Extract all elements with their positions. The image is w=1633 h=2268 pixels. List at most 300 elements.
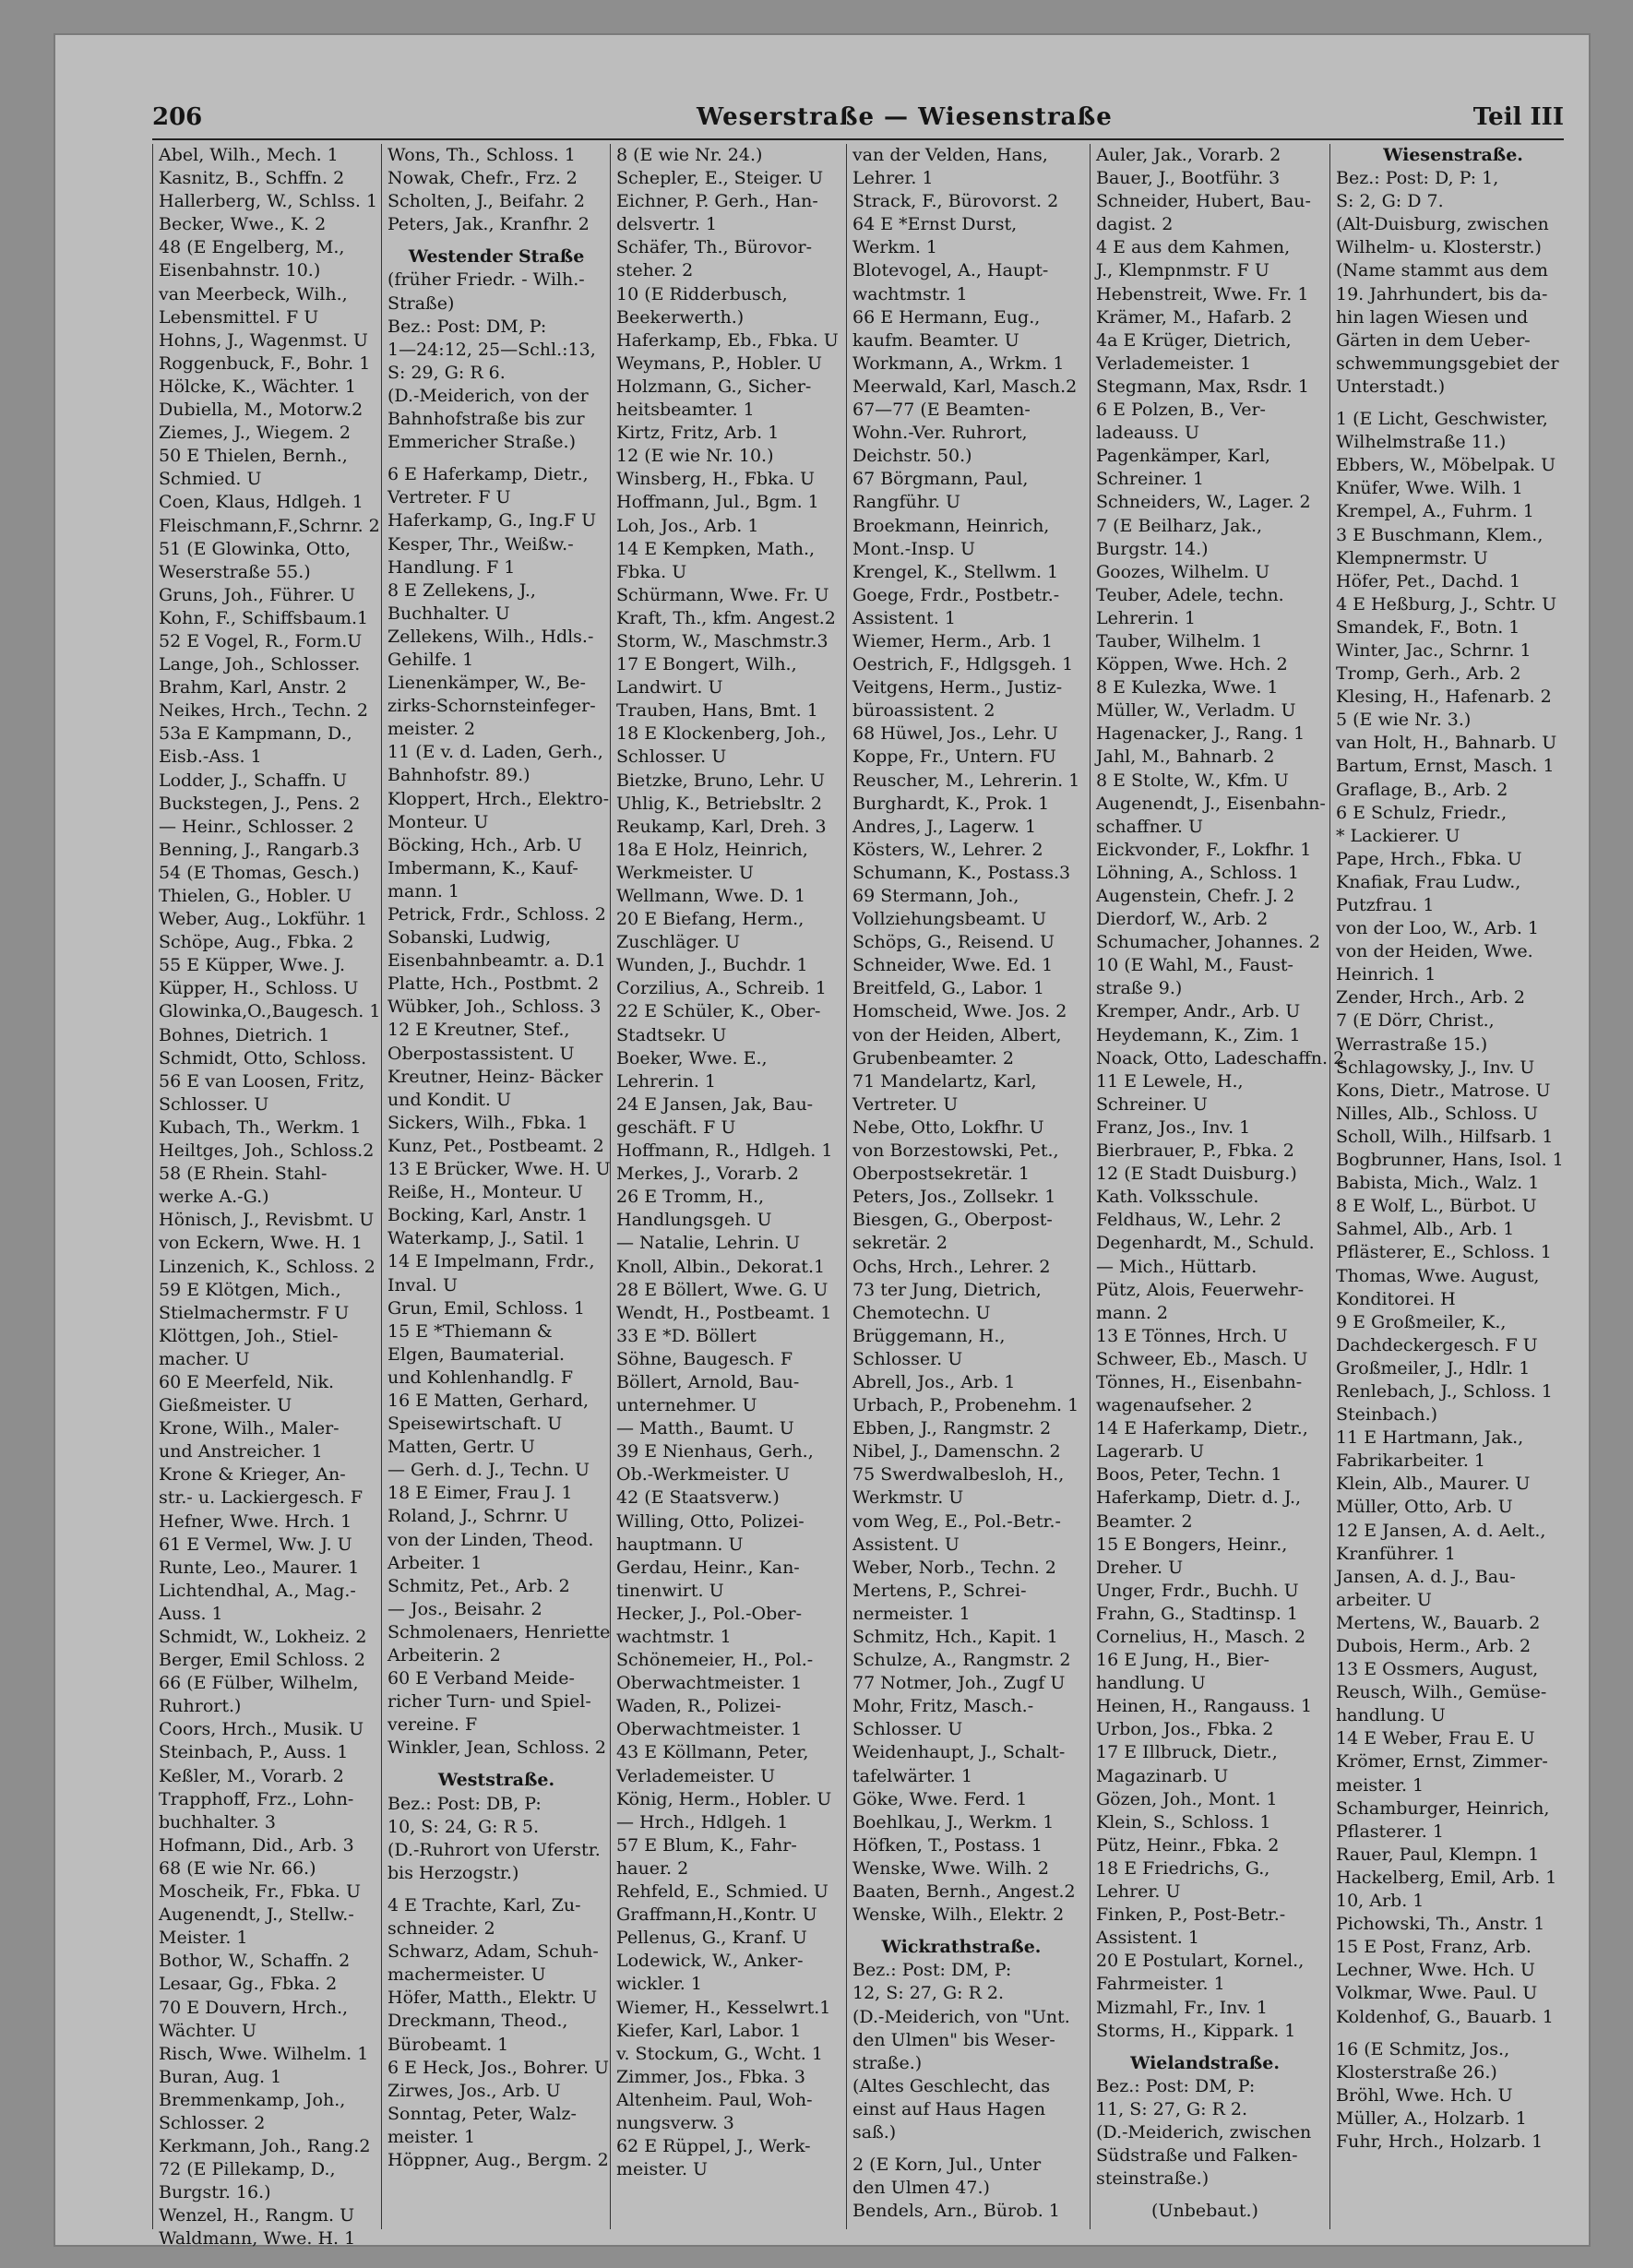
directory-line: (D.-Meiderich, von der bbox=[387, 385, 589, 406]
directory-line: Kiefer, Karl, Labor. 1 bbox=[616, 2020, 802, 2041]
directory-line: 18 E Eimer, Frau J. 1 bbox=[387, 1483, 573, 1504]
directory-line: buchhalter. 3 bbox=[159, 1811, 276, 1832]
directory-line: Bürobeamt. 1 bbox=[387, 2034, 509, 2055]
directory-line: von der Heiden, Albert, bbox=[852, 1024, 1062, 1045]
directory-line: Rangführ. U bbox=[852, 492, 961, 513]
directory-line: Inval. U bbox=[387, 1274, 458, 1295]
directory-line: Schneider, Wwe. Ed. 1 bbox=[852, 955, 1054, 976]
directory-line: Höfer, Matth., Elektr. U bbox=[387, 1987, 598, 2009]
directory-line: wachtmstr. 1 bbox=[616, 1627, 732, 1647]
directory-line: Strack, F., Bürovorst. 2 bbox=[852, 191, 1059, 212]
directory-line: 26 E Tromm, H., bbox=[616, 1187, 765, 1208]
directory-line: Lehrerin. 1 bbox=[616, 1070, 716, 1092]
directory-line: Hecker, J., Pol.-Ober- bbox=[616, 1603, 803, 1624]
directory-line: Tönnes, H., Eisenbahn- bbox=[1096, 1371, 1303, 1392]
directory-line: Nibel, J., Damenschn. 2 bbox=[852, 1441, 1061, 1462]
directory-line: Weidenhaupt, J., Schalt- bbox=[852, 1742, 1066, 1763]
directory-line: Merkes, J., Vorarb. 2 bbox=[616, 1164, 799, 1185]
directory-line: Fbka. U bbox=[616, 561, 687, 582]
directory-line: Krengel, K., Stellwm. 1 bbox=[852, 561, 1059, 582]
directory-line: Oberwachtmeister. 1 bbox=[616, 1673, 803, 1694]
directory-line: Bez.: Post: DM, P: bbox=[387, 316, 547, 337]
directory-line: Schneider, Hubert, Bau- bbox=[1096, 191, 1311, 212]
directory-line: Eisenbahnbeamtr. a. D.1 bbox=[387, 950, 606, 972]
directory-line: 7 (E Beilharz, Jak., bbox=[1096, 515, 1263, 536]
directory-line: Krempel, A., Fuhrm. 1 bbox=[1336, 501, 1534, 522]
directory-line: 7 (E Dörr, Christ., bbox=[1336, 1010, 1495, 1032]
street-heading: Weststraße. bbox=[437, 1770, 555, 1791]
directory-line: 15 E Post, Franz, Arb. bbox=[1336, 1937, 1532, 1958]
directory-line: 14 E Weber, Frau E. U bbox=[1336, 1728, 1535, 1749]
directory-line: Baaten, Bernh., Angest.2 bbox=[852, 1881, 1076, 1903]
directory-line: Kunz, Pet., Postbeamt. 2 bbox=[387, 1135, 604, 1156]
directory-line: — Jos., Beisahr. 2 bbox=[387, 1598, 542, 1619]
directory-line: wachtmstr. 1 bbox=[852, 283, 968, 304]
directory-line: Rauer, Paul, Klempn. 1 bbox=[1336, 1844, 1540, 1865]
directory-line: 22 E Schüler, K., Ober- bbox=[616, 1001, 821, 1022]
directory-line: Homscheid, Wwe. Jos. 2 bbox=[852, 1001, 1067, 1022]
directory-line: Augenendt, J., Stellw.- bbox=[159, 1904, 354, 1926]
page-header bbox=[152, 103, 1564, 137]
directory-line: Werkmstr. U bbox=[852, 1487, 964, 1509]
directory-line: Mohr, Fritz, Masch.- bbox=[852, 1696, 1034, 1717]
directory-line: Vertreter. F U bbox=[387, 487, 511, 508]
page-number: 206 bbox=[152, 103, 203, 131]
directory-line: 75 Swerdwalbesloh, H., bbox=[852, 1464, 1065, 1486]
directory-line: Schäfer, Th., Bürovor- bbox=[616, 237, 812, 258]
directory-line: 68 (E wie Nr. 66.) bbox=[159, 1857, 316, 1879]
directory-line: Wilhelmstraße 11.) bbox=[1336, 432, 1507, 453]
directory-line: von der Heiden, Wwe. bbox=[1336, 941, 1533, 962]
directory-line: Hefner, Wwe. Hrch. 1 bbox=[159, 1510, 352, 1532]
spacer bbox=[1336, 399, 1570, 408]
directory-line: Assistent. 1 bbox=[1096, 1928, 1199, 1949]
directory-line: vereine. F bbox=[387, 1714, 478, 1736]
directory-line: Bauer, J., Bootführ. 3 bbox=[1096, 168, 1281, 189]
directory-line: Mertens, P., Schrei- bbox=[852, 1580, 1027, 1601]
directory-line: 18 E Friedrichs, G., bbox=[1096, 1857, 1270, 1879]
directory-line: 14 E Haferkamp, Dietr., bbox=[1096, 1418, 1308, 1439]
directory-line: und Anstreicher. 1 bbox=[159, 1441, 323, 1462]
directory-line: — Matth., Baumt. U bbox=[616, 1418, 794, 1439]
spacer bbox=[387, 236, 605, 245]
directory-line: Roggenbuck, F., Bohr. 1 bbox=[159, 352, 371, 374]
directory-line: 6 E Haferkamp, Dietr., bbox=[387, 464, 589, 485]
directory-line: Schlosser. U bbox=[852, 1348, 963, 1369]
directory-line: 1 (E Licht, Geschwister, bbox=[1336, 409, 1548, 430]
directory-line: heitsbeamter. 1 bbox=[616, 400, 755, 421]
directory-line: Kraft, Th., kfm. Angest.2 bbox=[616, 607, 836, 628]
directory-line: 67 Börgmann, Paul, bbox=[852, 469, 1029, 490]
directory-line: Schepler, E., Steiger. U bbox=[616, 168, 824, 189]
directory-line: Höfer, Pet., Dachd. 1 bbox=[1336, 570, 1521, 591]
directory-line: 24 E Jansen, Jak, Bau- bbox=[616, 1093, 814, 1115]
directory-line: Lehrerin. 1 bbox=[1096, 607, 1196, 628]
directory-line: nermeister. 1 bbox=[852, 1603, 971, 1624]
directory-line: ladeauss. U bbox=[1096, 423, 1199, 444]
directory-line: Weber, Norb., Techn. 2 bbox=[852, 1557, 1056, 1578]
directory-line: Schmolenaers, Henriette bbox=[387, 1621, 611, 1642]
directory-line: Babista, Mich., Walz. 1 bbox=[1336, 1173, 1540, 1194]
street-heading: Wiesenstraße. bbox=[1383, 145, 1523, 165]
directory-line: Schmied. U bbox=[159, 469, 262, 490]
spacer bbox=[1096, 2043, 1314, 2052]
directory-line: Gruns, Joh., Führer. U bbox=[159, 584, 356, 605]
directory-line: 67—77 (E Beamten- bbox=[852, 400, 1031, 421]
directory-line: 16 E Jung, H., Bier- bbox=[1096, 1650, 1269, 1671]
spacer bbox=[387, 1760, 605, 1769]
directory-line: Boeker, Wwe. E., bbox=[616, 1047, 768, 1068]
directory-line: Kreutner, Heinz- Bäcker bbox=[387, 1066, 603, 1087]
directory-line: wickler. 1 bbox=[616, 1974, 702, 1995]
directory-line: Augenendt, J., Eisenbahn- bbox=[1096, 793, 1326, 814]
directory-line: Bothor, W., Schaffn. 2 bbox=[159, 1951, 351, 1972]
directory-line: Sobanski, Ludwig, bbox=[387, 927, 552, 949]
directory-line: 6 E Heck, Jos., Bohrer. U bbox=[387, 2057, 610, 2078]
directory-line: einst auf Haus Hagen bbox=[852, 2098, 1046, 2119]
directory-line: hauer. 2 bbox=[616, 1857, 689, 1879]
directory-line: Haferkamp, Dietr. d. J., bbox=[1096, 1487, 1302, 1509]
directory-line: 57 E Blum, K., Fahr- bbox=[616, 1834, 797, 1856]
directory-line: Frahn, G., Stadtinsp. 1 bbox=[1096, 1603, 1298, 1624]
directory-line: Coen, Klaus, Hdlgeh. 1 bbox=[159, 492, 364, 513]
directory-line: (Altes Geschlecht, das bbox=[852, 2075, 1051, 2096]
directory-line: Waterkamp, J., Satil. 1 bbox=[387, 1228, 586, 1249]
directory-line: Pütz, Alois, Feuerwehr- bbox=[1096, 1279, 1305, 1300]
directory-line: Pellenus, G., Kranf. U bbox=[616, 1928, 807, 1949]
directory-line: Altenheim. Paul, Woh- bbox=[616, 2089, 813, 2110]
directory-line: 66 E Hermann, Eug., bbox=[852, 306, 1041, 328]
directory-line: Auss. 1 bbox=[159, 1603, 223, 1624]
directory-line: Uhlig, K., Betriebsltr. 2 bbox=[616, 793, 822, 814]
directory-line: Wübker, Joh., Schloss. 3 bbox=[387, 997, 602, 1018]
directory-line: straße.) bbox=[852, 2052, 923, 2073]
page-title: Weserstraße — Wiesenstraße bbox=[697, 103, 1113, 131]
directory-line: (D.-Meiderich, zwischen bbox=[1096, 2121, 1312, 2143]
directory-line: Petrick, Frdr., Schloss. 2 bbox=[387, 904, 606, 925]
directory-line: 12, S: 27, G: R 2. bbox=[852, 1983, 1005, 2004]
directory-line: 11 (E v. d. Laden, Gerh., bbox=[387, 742, 603, 763]
directory-line: 8 E Zellekens, J., bbox=[387, 579, 536, 601]
directory-line: Böllert, Arnold, Bau- bbox=[616, 1371, 800, 1392]
directory-line: Lechner, Wwe. Hch. U bbox=[1336, 1960, 1535, 1981]
directory-line: 10 (E Ridderbusch, bbox=[616, 283, 788, 304]
directory-line: den Ulmen" bis Weser- bbox=[852, 2029, 1055, 2050]
directory-line: mann. 1 bbox=[387, 880, 459, 901]
directory-line: Schreiner. 1 bbox=[1096, 469, 1204, 490]
header-rule bbox=[152, 138, 1564, 140]
directory-line: Tauber, Wilhelm. 1 bbox=[1096, 630, 1263, 651]
directory-line: von Borzestowski, Pet., bbox=[852, 1140, 1059, 1162]
directory-line: unternehmer. U bbox=[616, 1395, 757, 1416]
column-6 bbox=[1329, 144, 1570, 2229]
directory-line: Mizmahl, Fr., Inv. 1 bbox=[1096, 1997, 1268, 2018]
directory-line: Eisb.-Ass. 1 bbox=[159, 746, 262, 768]
directory-line: Schmidt, Otto, Schloss. bbox=[159, 1047, 367, 1068]
directory-line: Hallerberg, W., Schlss. 1 bbox=[159, 191, 378, 212]
directory-line: Roland, J., Schrnr. U bbox=[387, 1506, 569, 1527]
directory-line: Zirwes, Jos., Arb. U bbox=[387, 2080, 561, 2101]
directory-line: — Mich., Hüttarb. bbox=[1096, 1256, 1258, 1277]
directory-line: Wiemer, H., Kesselwrt.1 bbox=[616, 1997, 831, 2018]
directory-line: Wunden, J., Buchdr. 1 bbox=[616, 955, 808, 976]
directory-line: Buchhalter. U bbox=[387, 603, 510, 624]
directory-line: Fleischmann,F.,Schrnr. 2 bbox=[159, 515, 380, 536]
directory-line: Bahnhofstr. 89.) bbox=[387, 765, 530, 786]
directory-line: 6 E Schulz, Friedr., bbox=[1336, 802, 1508, 823]
column-2 bbox=[381, 144, 611, 2229]
directory-line: Oestrich, F., Hdlgsgeh. 1 bbox=[852, 654, 1074, 675]
directory-line: Kerkmann, Joh., Rang.2 bbox=[159, 2136, 371, 2157]
directory-line: Gießmeister. U bbox=[159, 1395, 292, 1416]
directory-line: delsvertr. 1 bbox=[616, 214, 718, 235]
directory-line: J., Klempnmstr. F U bbox=[1096, 260, 1269, 281]
directory-line: Zimmer, Jos., Fbka. 3 bbox=[616, 2066, 805, 2087]
directory-line: 73 ter Jung, Dietrich, bbox=[852, 1279, 1042, 1300]
directory-line: van Holt, H., Bahnarb. U bbox=[1336, 733, 1557, 754]
directory-line: Müller, W., Verladm. U bbox=[1096, 700, 1296, 722]
directory-line: Burgstr. 16.) bbox=[159, 2182, 271, 2203]
directory-line: 17 E Illbruck, Dietr., bbox=[1096, 1742, 1278, 1763]
directory-line: Nebe, Otto, Lokfhr. U bbox=[852, 1116, 1044, 1138]
directory-line: Lehrer. U bbox=[1096, 1881, 1181, 1903]
directory-line: Buckstegen, J., Pens. 2 bbox=[159, 793, 361, 814]
directory-line: Eichner, P. Gerh., Han- bbox=[616, 191, 818, 212]
directory-line: Augenstein, Chefr. J. 2 bbox=[1096, 886, 1295, 906]
directory-line: Beekerwerth.) bbox=[616, 306, 745, 328]
directory-line: Konditorei. H bbox=[1336, 1288, 1456, 1309]
directory-line: Bogbrunner, Hans, Isol. 1 bbox=[1336, 1150, 1564, 1171]
directory-line: Teuber, Adele, techn. bbox=[1096, 584, 1284, 605]
directory-line: Hölcke, K., Wächter. 1 bbox=[159, 376, 357, 397]
directory-line: Holzmann, G., Sicher- bbox=[616, 376, 812, 397]
directory-line: Stadtsekr. U bbox=[616, 1024, 727, 1045]
directory-line: meister. U bbox=[616, 2159, 709, 2180]
directory-line: Platte, Hch., Postbmt. 2 bbox=[387, 973, 600, 995]
directory-line: Schlosser. U bbox=[852, 1719, 963, 1740]
directory-line: Kloppert, Hrch., Elektro- bbox=[387, 788, 610, 809]
directory-line: Bendels, Arn., Bürob. 1 bbox=[852, 2201, 1060, 2222]
directory-line: Schulze, A., Rangmstr. 2 bbox=[852, 1650, 1071, 1671]
directory-line: Coors, Hrch., Musik. U bbox=[159, 1719, 364, 1740]
directory-line: Dreckmann, Theod., bbox=[387, 2011, 568, 2032]
directory-line: Unger, Frdr., Buchh. U bbox=[1096, 1580, 1299, 1601]
directory-line: Ebben, J., Rangmstr. 2 bbox=[852, 1418, 1052, 1439]
directory-line: Großmeiler, J., Hdlr. 1 bbox=[1336, 1357, 1531, 1379]
directory-line: Nowak, Chefr., Frz. 2 bbox=[387, 168, 578, 189]
directory-line: Speisewirtschaft. U bbox=[387, 1414, 563, 1435]
directory-line: Höfken, T., Postass. 1 bbox=[852, 1834, 1043, 1856]
street-heading: Wielandstraße. bbox=[1130, 2052, 1280, 2073]
directory-line: Winkler, Jean, Schloss. 2 bbox=[387, 1737, 606, 1759]
directory-line: 42 (E Staatsverw.) bbox=[616, 1487, 780, 1509]
directory-line: Dubiella, M., Motorw.2 bbox=[159, 400, 364, 421]
directory-line: Köppen, Wwe. Hch. 2 bbox=[1096, 654, 1288, 675]
directory-line: tinenwirt. U bbox=[616, 1580, 724, 1601]
directory-line: zirks-Schornsteinfeger- bbox=[387, 696, 596, 717]
directory-line: Wiemer, Herm., Arb. 1 bbox=[852, 630, 1054, 651]
directory-line: Schumacher, Johannes. 2 bbox=[1096, 932, 1320, 953]
directory-line: Abrell, Jos., Arb. 1 bbox=[852, 1371, 1016, 1392]
directory-line: Pichowski, Th., Anstr. 1 bbox=[1336, 1914, 1545, 1935]
column-1 bbox=[152, 144, 381, 2250]
directory-line: Brahm, Karl, Anstr. 2 bbox=[159, 677, 347, 698]
directory-line: nungsverw. 3 bbox=[616, 2112, 734, 2133]
directory-line: v. Stockum, G., Wcht. 1 bbox=[616, 2043, 823, 2064]
directory-line: Brüggemann, H., bbox=[852, 1325, 1006, 1346]
directory-line: Gärten in dem Ueber- bbox=[1336, 329, 1531, 351]
directory-line: straße 9.) bbox=[1096, 978, 1183, 999]
directory-line: (früher Friedr. - Wilh.- bbox=[387, 269, 585, 291]
directory-line: Schneiders, W., Lager. 2 bbox=[1096, 492, 1311, 513]
directory-line: hin lagen Wiesen und bbox=[1336, 306, 1529, 328]
directory-line: Kirtz, Fritz, Arb. 1 bbox=[616, 423, 780, 444]
directory-line: Benning, J., Rangarb.3 bbox=[159, 839, 360, 860]
directory-line: Höppner, Aug., Bergm. 2 bbox=[387, 2149, 609, 2170]
directory-line: Lagerarb. U bbox=[1096, 1441, 1205, 1462]
directory-line: 5 (E wie Nr. 3.) bbox=[1336, 710, 1472, 731]
directory-line: Krone & Krieger, An- bbox=[159, 1464, 346, 1486]
directory-line: 33 E *D. Böllert bbox=[616, 1325, 757, 1346]
directory-line: 51 (E Glowinka, Otto, bbox=[159, 538, 352, 559]
directory-line: 62 E Rüppel, J., Werk- bbox=[616, 2136, 811, 2157]
directory-line: 68 Hüwel, Jos., Lehr. U bbox=[852, 723, 1058, 745]
directory-line: Hebenstreit, Wwe. Fr. 1 bbox=[1096, 283, 1309, 304]
directory-line: (D.-Ruhrort von Uferstr. bbox=[387, 1839, 601, 1860]
directory-line: Eisenbahnstr. 10.) bbox=[159, 260, 321, 281]
directory-line: 60 E Meerfeld, Nik. bbox=[159, 1371, 334, 1392]
directory-line: und Kohlenhandlg. F bbox=[387, 1367, 574, 1388]
directory-line: Deichstr. 50.) bbox=[852, 446, 972, 467]
directory-line: Wilhelm- u. Klosterstr.) bbox=[1336, 237, 1542, 258]
directory-line: Berger, Emil Schloss. 2 bbox=[159, 1650, 365, 1671]
directory-line: 4 E aus dem Kahmen, bbox=[1096, 237, 1291, 258]
directory-line: Gehilfe. 1 bbox=[387, 649, 474, 670]
directory-line: Schreiner. U bbox=[1096, 1093, 1208, 1115]
directory-line: Kremper, Andr., Arb. U bbox=[1096, 1001, 1301, 1022]
directory-line: tafelwärter. 1 bbox=[852, 1765, 973, 1786]
directory-line: 12 E Jansen, A. d. Aelt., bbox=[1336, 1520, 1546, 1541]
directory-line: Trauben, Hans, Bmt. 1 bbox=[616, 700, 818, 722]
directory-line: 69 Stermann, Joh., bbox=[852, 886, 1019, 906]
directory-line: Goege, Frdr., Postbetr.- bbox=[852, 584, 1060, 605]
directory-line: büroassistent. 2 bbox=[852, 700, 995, 722]
directory-line: schaffner. U bbox=[1096, 816, 1204, 837]
directory-line: Klein, Alb., Maurer. U bbox=[1336, 1474, 1531, 1495]
directory-line: 77 Notmer, Joh., Zugf U bbox=[852, 1673, 1066, 1694]
directory-line: Lienenkämper, W., Be- bbox=[387, 673, 586, 694]
directory-line: Bez.: Post: DB, P: bbox=[387, 1793, 542, 1814]
directory-line: — Gerh. d. J., Techn. U bbox=[387, 1460, 590, 1481]
directory-line: saß.) bbox=[852, 2121, 897, 2143]
directory-line: Dubois, Herm., Arb. 2 bbox=[1336, 1636, 1532, 1656]
directory-line: kaufm. Beamter. U bbox=[852, 329, 1019, 351]
directory-line: 10, S: 24, G: R 5. bbox=[387, 1816, 540, 1837]
directory-line: Oberpostsekretär. 1 bbox=[852, 1164, 1031, 1185]
directory-line: Broekmann, Heinrich, bbox=[852, 515, 1050, 536]
directory-line: Klempnermstr. U bbox=[1336, 547, 1488, 568]
directory-line: Steinbach.) bbox=[1336, 1404, 1438, 1426]
directory-line: — Heinr., Schlosser. 2 bbox=[159, 816, 354, 837]
directory-line: Reusch, Wilh., Gemüse- bbox=[1336, 1682, 1547, 1703]
directory-line: Linzenich, K., Schloss. 2 bbox=[159, 1256, 375, 1277]
directory-line: Löhning, A., Schloss. 1 bbox=[1096, 862, 1300, 883]
directory-line: Schumann, K., Postass.3 bbox=[852, 862, 1071, 883]
directory-line: Loh, Jos., Arb. 1 bbox=[616, 515, 759, 536]
directory-line: Werkm. 1 bbox=[852, 237, 938, 258]
directory-line: Assistent. 1 bbox=[852, 607, 956, 628]
directory-line: Goozes, Wilhelm. U bbox=[1096, 561, 1270, 582]
directory-line: 59 E Klötgen, Mich., bbox=[159, 1279, 341, 1300]
directory-line: Sonntag, Peter, Walz- bbox=[387, 2103, 577, 2124]
directory-line: Handlung. F 1 bbox=[387, 556, 516, 578]
directory-line: Mertens, W., Bauarb. 2 bbox=[1336, 1612, 1541, 1633]
directory-line: (D.-Meiderich, von "Unt. bbox=[852, 2006, 1070, 2027]
directory-line: Waden, R., Polizei- bbox=[616, 1696, 781, 1717]
directory-line: Knafiak, Frau Ludw., bbox=[1336, 871, 1521, 892]
directory-line: Klöttgen, Joh., Stiel- bbox=[159, 1325, 339, 1346]
directory-line: Klein, S., Schloss. 1 bbox=[1096, 1811, 1271, 1832]
directory-line: 9 E Großmeiler, K., bbox=[1336, 1311, 1507, 1332]
directory-line: Schwarz, Adam, Schuh- bbox=[387, 1941, 599, 1963]
directory-line: Urbon, Jos., Fbka. 2 bbox=[1096, 1719, 1274, 1740]
directory-line: Emmericher Straße.) bbox=[387, 432, 576, 453]
directory-line: 11 E Hartmann, Jak., bbox=[1336, 1427, 1524, 1449]
directory-line: Bocking, Karl, Anstr. 1 bbox=[387, 1205, 589, 1226]
directory-line: Koppe, Fr., Untern. FU bbox=[852, 746, 1056, 768]
directory-line: Schöps, G., Reisend. U bbox=[852, 932, 1055, 953]
directory-line: 4a E Krüger, Dietrich, bbox=[1096, 329, 1292, 351]
directory-line: Werkmeister. U bbox=[616, 862, 754, 883]
directory-line: Keßler, M., Vorarb. 2 bbox=[159, 1765, 344, 1786]
directory-line: dagist. 2 bbox=[1096, 214, 1174, 235]
directory-line: Moscheik, Fr., Fbka. U bbox=[159, 1881, 362, 1903]
column-3 bbox=[610, 144, 839, 2229]
directory-line: 70 E Douvern, Hrch., bbox=[159, 1997, 349, 2018]
directory-line: Lebensmittel. F U bbox=[159, 306, 319, 328]
directory-line: 13 E Tönnes, Hrch. U bbox=[1096, 1325, 1288, 1346]
directory-line: 11, S: 27, G: R 2. bbox=[1096, 2098, 1248, 2119]
directory-line: 19. Jahrhundert, bis da- bbox=[1336, 283, 1548, 304]
directory-line: Böcking, Hch., Arb. U bbox=[387, 834, 582, 855]
directory-line: Hagenacker, J., Rang. 1 bbox=[1096, 723, 1305, 745]
directory-line: Weber, Aug., Lokführ. 1 bbox=[159, 909, 368, 930]
directory-line: Wendt, H., Postbeamt. 1 bbox=[616, 1302, 832, 1323]
directory-line: Ruhrort.) bbox=[159, 1696, 242, 1717]
directory-line: Schöpe, Aug., Fbka. 2 bbox=[159, 932, 354, 953]
column-5 bbox=[1090, 144, 1345, 2229]
directory-line: Biesgen, G., Oberpost- bbox=[852, 1210, 1053, 1231]
directory-line: Sickers, Wilh., Fbka. 1 bbox=[387, 1112, 589, 1133]
directory-line: Heydemann, K., Zim. 1 bbox=[1096, 1024, 1301, 1045]
directory-line: Arbeiterin. 2 bbox=[387, 1645, 501, 1665]
directory-line: Lehrer. 1 bbox=[852, 168, 934, 189]
directory-line: 60 E Verband Meide- bbox=[387, 1668, 575, 1689]
directory-line: und Kondit. U bbox=[387, 1089, 512, 1110]
directory-line: 58 (E Rhein. Stahl- bbox=[159, 1164, 328, 1185]
directory-line: Bohnes, Dietrich. 1 bbox=[159, 1024, 330, 1045]
directory-line: Wellmann, Wwe. D. 1 bbox=[616, 886, 806, 906]
spacer bbox=[387, 454, 605, 463]
directory-line: Hohns, J., Wagenmst. U bbox=[159, 329, 368, 351]
directory-line: von der Linden, Theod. bbox=[387, 1529, 594, 1550]
directory-line: 14 E Impelmann, Frdr., bbox=[387, 1251, 595, 1272]
directory-line: 8 E Stolte, W., Kfm. U bbox=[1096, 770, 1289, 791]
directory-line: * Lackierer. U bbox=[1336, 825, 1460, 846]
directory-line: (Unbebaut.) bbox=[1151, 2201, 1258, 2222]
directory-line: Jahl, M., Bahnarb. 2 bbox=[1096, 746, 1275, 768]
directory-line: 13 E Ossmers, August, bbox=[1336, 1659, 1539, 1680]
